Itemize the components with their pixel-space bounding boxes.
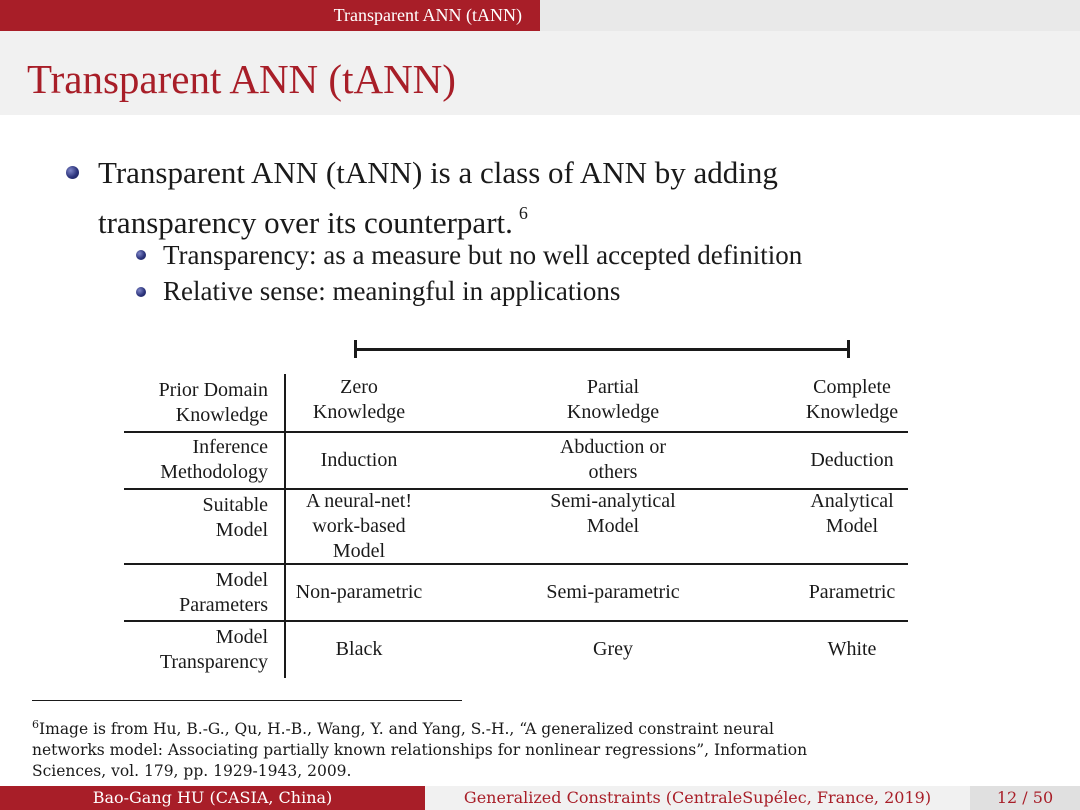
cell-partial-knowledge <box>513 375 713 425</box>
cell-black <box>286 637 432 662</box>
cell-line: Semi-parametric <box>546 581 680 603</box>
header-line: Prior Domain <box>158 379 268 401</box>
footer-bar <box>0 786 1080 810</box>
sub-bullet-transparency: Transparency: as a measure but no well accepted definition <box>163 240 803 270</box>
header-line: Model <box>215 626 268 648</box>
cell-line: others <box>588 461 638 483</box>
bullet-icon <box>66 166 79 179</box>
cell-line: Knowledge <box>312 401 406 423</box>
cell-semi-analytical <box>513 489 713 539</box>
cell-line: Black <box>335 638 383 660</box>
cell-line: Analytical <box>810 490 894 512</box>
cell-neural-network-model <box>286 489 432 564</box>
row-header-inference <box>124 435 268 485</box>
cell-line: Zero <box>340 376 378 398</box>
cell-line: Partial <box>586 376 640 398</box>
footnote-text: Image is from Hu, B.-G., Qu, H.-B., Wang, Y. and Yang, S.-H., “A generalized constraint neural <box>39 720 774 738</box>
header-line: Inference <box>192 436 268 458</box>
table-row-rule <box>124 563 908 565</box>
footnote-line: Sciences, vol. 179, pp. 1929-1943, 2009. <box>32 762 352 780</box>
cell-grey <box>513 637 713 662</box>
cell-line: Non-parametric <box>295 581 423 603</box>
cell-line: Semi-analytical <box>550 490 676 512</box>
footnote-rule <box>32 700 462 701</box>
main-bullet-line1: Transparent ANN (tANN) is a class of ANN by adding <box>98 155 778 190</box>
cell-analytical <box>782 489 922 539</box>
cell-line: White <box>827 638 877 660</box>
header-line: Model <box>215 569 268 591</box>
row-header-model-transparency <box>124 625 268 675</box>
footer-author: Bao-Gang HU (CASIA, China) <box>0 786 425 810</box>
footnote-mark: 6 <box>32 718 39 731</box>
footnote-line <box>32 714 1042 740</box>
cell-line: Knowledge <box>566 401 660 423</box>
sub-bullet-relative-sense: Relative sense: meaningful in applications <box>163 276 621 306</box>
cell-line: Induction <box>320 449 398 471</box>
header-line: Model <box>215 519 268 541</box>
header-line: Knowledge <box>175 404 268 426</box>
header-line: Suitable <box>202 494 268 516</box>
cell-parametric <box>782 580 922 605</box>
cell-deduction <box>782 448 922 473</box>
section-title[interactable]: Transparent ANN (tANN) <box>0 0 540 31</box>
cell-white <box>782 637 922 662</box>
cell-line: Complete <box>813 376 891 398</box>
footer-talk-title: Generalized Constraints (CentraleSupélec, France, 2019) <box>425 786 970 810</box>
transparency-scale-bar <box>355 348 849 351</box>
cell-zero-knowledge <box>286 375 432 425</box>
table-row-rule <box>124 431 908 433</box>
cell-line: Model <box>586 515 640 537</box>
cell-non-parametric <box>286 580 432 605</box>
footnote <box>32 714 1042 782</box>
cell-line: work-based <box>312 515 406 537</box>
main-bullet-line2 <box>98 193 528 243</box>
cell-line: Parametric <box>808 581 896 603</box>
cell-line: Knowledge <box>805 401 899 423</box>
cell-line: Model <box>332 540 386 562</box>
sub-bullet-icon <box>136 250 146 260</box>
row-header-suitable-model <box>124 493 268 543</box>
frame-title: Transparent ANN (tANN) <box>27 56 456 102</box>
cell-line: A neural-net! <box>305 490 413 512</box>
header-line: Transparency <box>159 651 268 673</box>
cell-line: Model <box>825 515 879 537</box>
cell-semi-parametric <box>513 580 713 605</box>
main-bullet-text: transparency over its counterpart. <box>98 205 513 240</box>
cell-complete-knowledge <box>782 375 922 425</box>
top-navigation-bar <box>0 0 1080 31</box>
cell-induction <box>286 448 432 473</box>
footnote-line: networks model: Associating partially known relationships for nonlinear regressions”, Information <box>32 741 808 759</box>
header-line: Parameters <box>179 594 268 616</box>
scale-tick-right <box>847 340 850 358</box>
header-line: Methodology <box>160 461 268 483</box>
cell-line: Deduction <box>810 449 894 471</box>
footnote-reference[interactable]: 6 <box>518 203 528 223</box>
cell-line: Grey <box>593 638 633 660</box>
table-row-rule <box>124 620 908 622</box>
cell-line: Abduction or <box>559 436 667 458</box>
footer-page-number: 12 / 50 <box>970 786 1080 810</box>
sub-bullet-icon <box>136 287 146 297</box>
scale-tick-left <box>354 340 357 358</box>
cell-abduction <box>513 435 713 485</box>
row-header-model-parameters <box>124 568 268 618</box>
row-header-prior-domain <box>124 378 268 428</box>
